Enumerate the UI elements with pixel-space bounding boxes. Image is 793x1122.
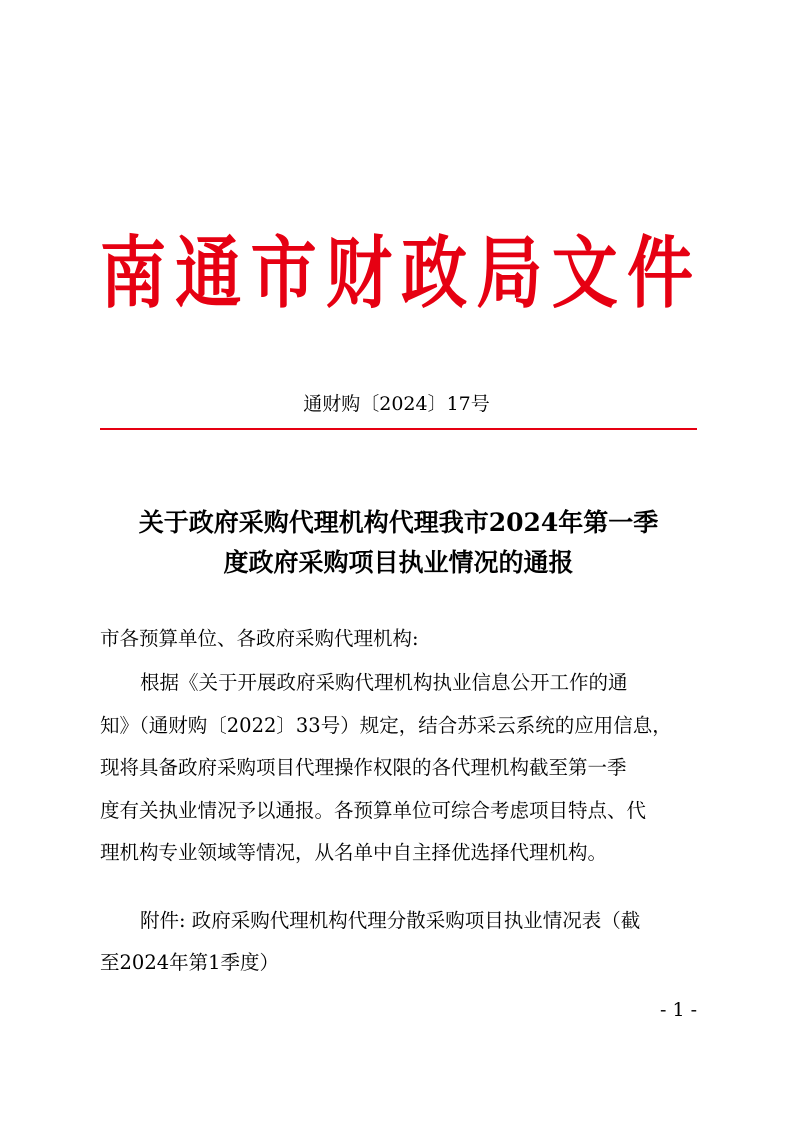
masthead-title [100,228,693,320]
title-line: 关于政府采购代理机构代理我市2024年第一季 [138,508,659,537]
page-number: - 1 - [659,999,697,1021]
masthead-char: 文 [551,227,618,319]
paragraph-line: 度有关执业情况予以通报。各预算单位可综合考虑项目特点、代 [100,798,647,822]
masthead-char: 市 [250,227,317,319]
paragraph-line: 理机构专业领域等情况，从名单中自主择优选择代理机构。 [100,841,608,864]
masthead-char: 南 [100,227,166,319]
document-number: 通财购〔2024〕17号 [303,393,490,415]
attachment-line: 至2024年第1季度） [100,951,280,974]
salutation: 市各预算单位、各政府采购代理机构: [100,627,419,650]
paragraph-line: 知》（通财购〔2022〕33号）规定，结合苏采云系统的应用信息， [100,713,672,737]
attachment-line: 附件: 政府采购代理机构代理分散采购项目执业情况表（截 [140,909,641,932]
masthead-char: 财 [325,227,392,319]
paragraph-line: 现将具备政府采购项目代理操作权限的各代理机构截至第一季 [100,756,627,779]
masthead-char: 件 [626,227,693,319]
masthead-char: 局 [476,227,543,319]
document-title [100,503,697,583]
red-divider [100,428,697,430]
attachment-note [100,900,697,984]
body-paragraph [100,662,697,875]
title-line: 度政府采购项目执业情况的通报 [223,548,574,577]
paragraph-line: 根据《关于开展政府采购代理机构执业信息公开工作的通 [140,671,628,694]
masthead-char: 通 [175,227,242,319]
masthead-char: 政 [401,227,468,319]
